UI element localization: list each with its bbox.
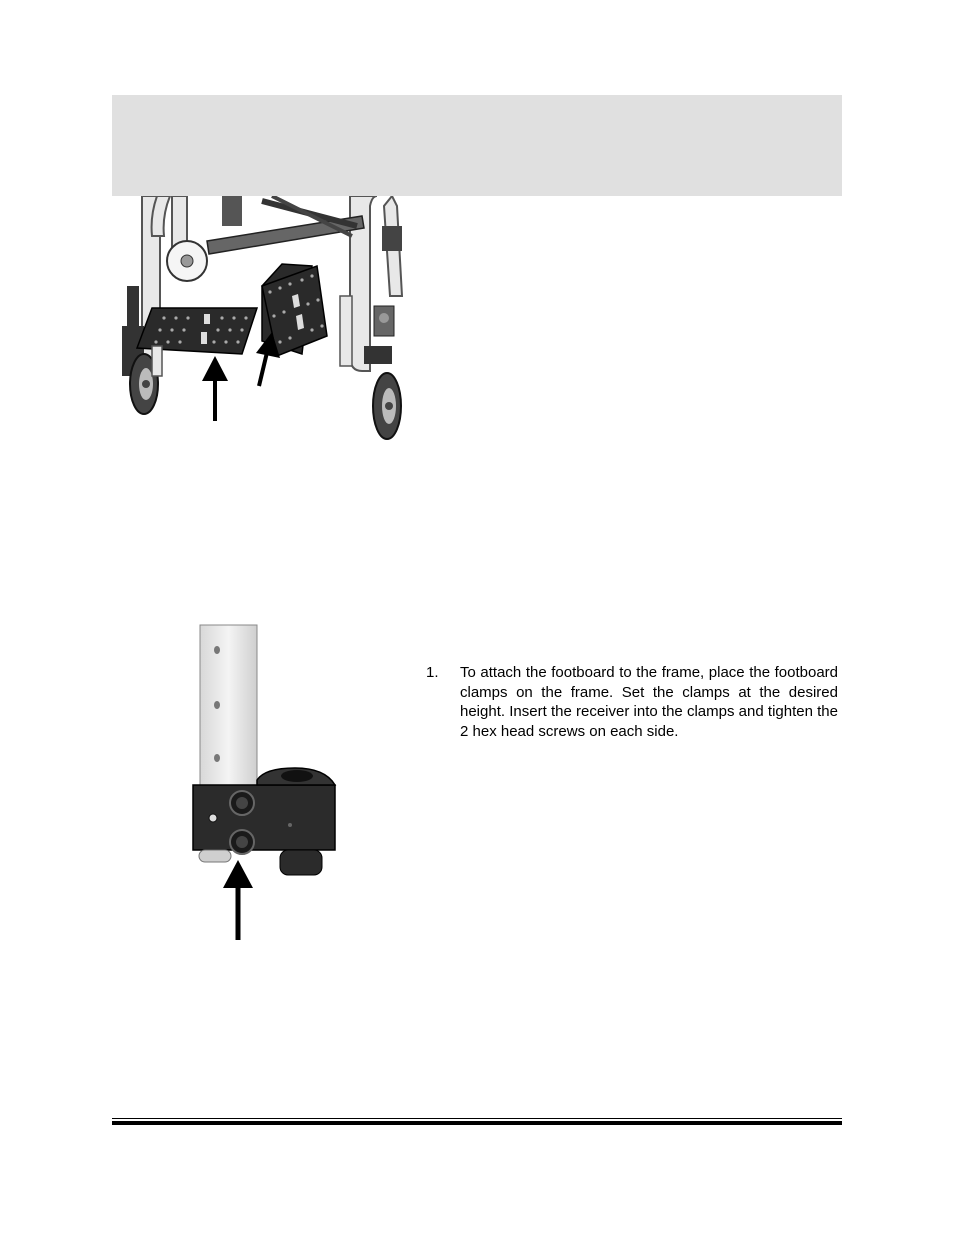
instruction-step [426,663,838,741]
footer-rule [112,1118,842,1126]
header-band [112,95,842,196]
footer-rule-thin [112,1118,842,1119]
footer-rule-thick [112,1121,842,1125]
footboard-clamp-illustration [185,620,345,945]
step-number: 1. [426,664,439,681]
step-text: To attach the footboard to the frame, place the footboard clamps on the frame. Set the clamps at the desired height. Insert the receiver into the clamps and tighten the 2 hex head screws on each side. [460,664,838,740]
wheelchair-footboards-illustration [112,196,418,446]
